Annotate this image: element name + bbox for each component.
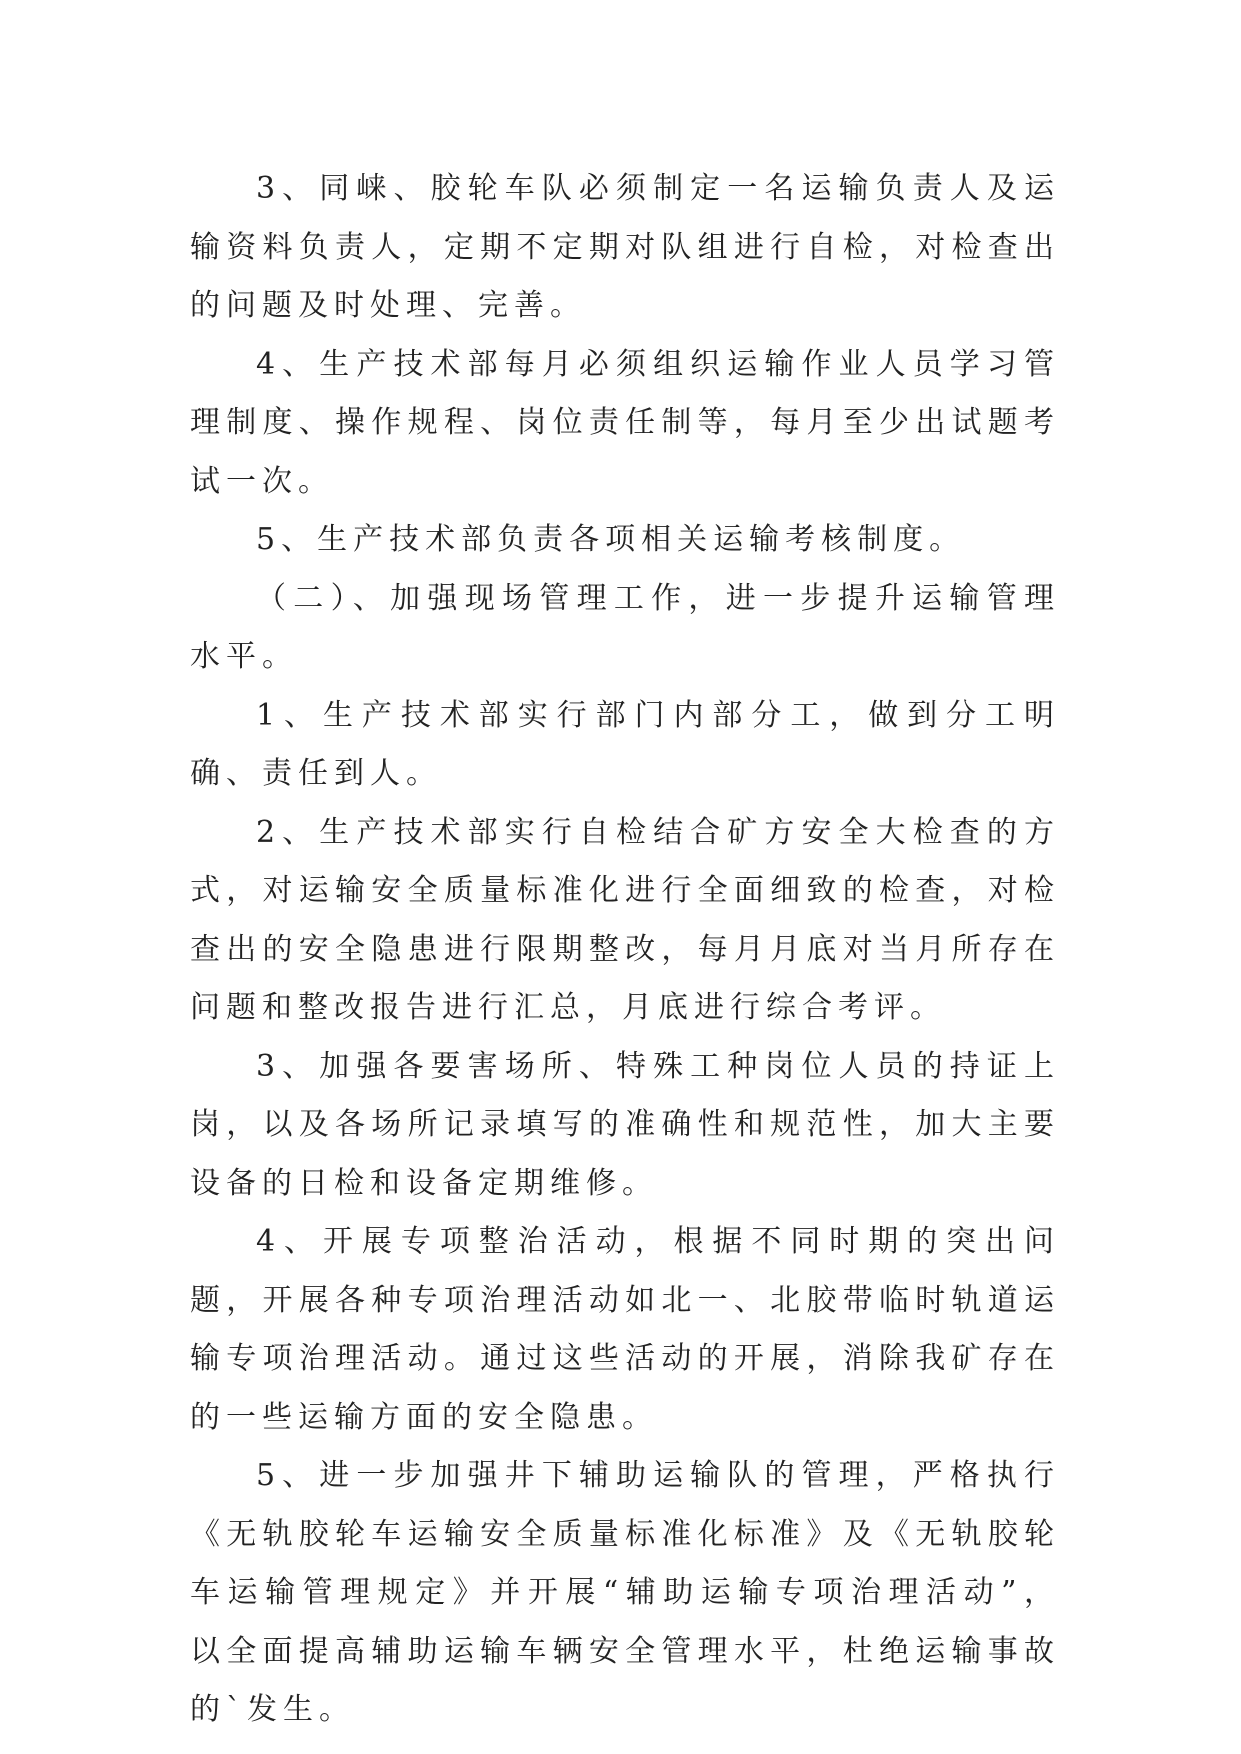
paragraph-item-3-certified-posts: 3、加强各要害场所、特殊工种岗位人员的持证上岗，以及各场所记录填写的准确性和规范性，加大主要设备的日检和设备定期维修。 [190,1048,1060,1201]
paragraph-item-4-special-rectification: 4、开展专项整治活动，根据不同时期的突出问题，开展各种专项治理活动如北一、北胶带临时轨道运输专项治理活动。通过这些活动的开展，消除我矿存在的一些运输方面的安全隐患。 [190,1224,1060,1435]
section-heading-site-management: （二）、加强现场管理工作，进一步提升运输管理水平。 [190,580,1060,674]
paragraph-item-1-division-of-labor: 1、生产技术部实行部门内部分工，做到分工明确、责任到人。 [190,697,1060,791]
paragraph-item-2-self-inspection: 2、生产技术部实行自检结合矿方安全大检查的方式，对运输安全质量标准化进行全面细致的检查，对检查出的安全隐患进行限期整改，每月月底对当月所存在问题和整改报告进行汇总，月底进行综合考评。 [190,814,1060,1025]
paragraph-item-4-monthly-training: 4、生产技术部每月必须组织运输作业人员学习管理制度、操作规程、岗位责任制等，每月至少出试题考试一次。 [190,346,1060,499]
paragraph-item-3-transport-responsible: 3、同崃、胶轮车队必须制定一名运输负责人及运输资料负责人，定期不定期对队组进行自检，对检查出的问题及时处理、完善。 [190,171,1060,323]
paragraph-item-5-auxiliary-transport: 5、进一步加强井下辅助运输队的管理，严格执行《无轨胶轮车运输安全质量标准化标准》及《无轨胶轮车运输管理规定》并开展“辅助运输专项治理活动”，以全面提高辅助运输车辆安全管理水平，杜绝运输事故的`发生。 [190,1458,1060,1727]
document-body [190,160,1060,1740]
paragraph-item-5-assessment-system: 5、生产技术部负责各项相关运输考核制度。 [256,522,966,557]
